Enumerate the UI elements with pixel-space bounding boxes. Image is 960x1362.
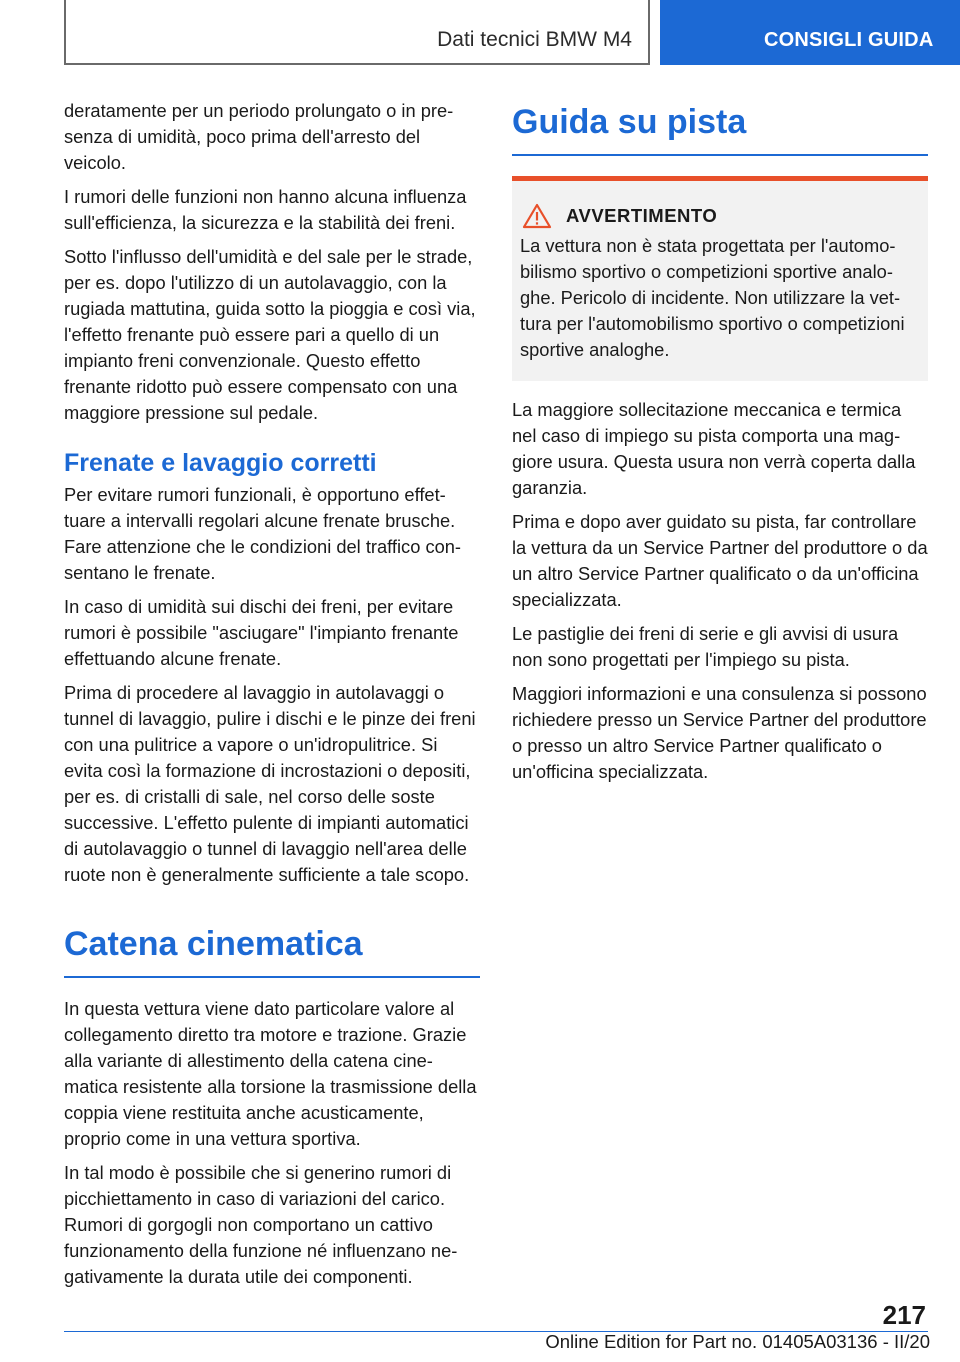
header-title: Dati tecnici BMW M4 — [437, 28, 632, 51]
paragraph: Le pastiglie dei freni di serie e gli avvisi di usura non sono progettati per l'impiego su pista. — [512, 623, 899, 670]
paragraph: In questa vettura viene dato particolare valore al collegamento diretto tra motore e trazione. Grazie alla variante di allestimento della catena cinematica resistente alla torsione la trasmissione della coppia viene restituita anche acusticamente, proprio come in una vettura sportiva. — [64, 998, 477, 1149]
section-heading-drivetrain: Catena cinematica — [64, 924, 480, 978]
paragraph: deratamente per un periodo prolungato o in presenza di umidità, poco prima dell'arresto del veicolo. — [64, 100, 454, 173]
warning-header — [520, 203, 916, 229]
paragraph: I rumori delle funzioni non hanno alcuna influenza sull'efficienza, la sicurezza e la stabilità dei freni. — [64, 186, 467, 233]
paragraph: Prima di procedere al lavaggio in autolavaggi o tunnel di lavaggio, pulire i dischi e le pinze dei freni con una pulitrice a vapore o un'idropulitrice. Si evita così la formazione di incrostazioni o depositi, per es. di cristalli di sale, nel corso delle soste successive. L'effetto pulente di impianti automatici di autolavaggio o tunnel di lavaggio nell'area delle ruote non è generalmente sufficiente a tale scopo. — [64, 682, 476, 885]
left-column — [64, 98, 480, 1298]
paragraph: Maggiori informazioni e una consulenza si possono richiedere presso un Service Partner del produttore o presso un altro Service Partner qualificato o un'officina specializzata. — [512, 683, 927, 782]
paragraph: Prima e dopo aver guidato su pista, far controllare la vettura da un Service Partner del produttore o da un altro Service Partner qualificato o da un'officina specializzata. — [512, 511, 928, 610]
sub-heading-braking: Frenate e lavaggio corretti — [64, 449, 377, 477]
header-section-label: CONSIGLI GUIDA — [764, 29, 934, 51]
page-number: 217 — [882, 1300, 926, 1330]
warning-box — [512, 176, 928, 381]
paragraph: Sotto l'influsso dell'umidità e del sale per le strade, per es. dopo l'utilizzo di un autolavaggio, con la rugiada mattutina, guida sotto la pioggia e così via, l'effetto frenante può essere pari a quello di un impianto freni convenzionale. Questo effetto frenante ridotto può essere compensato con una maggiore pressione sul pedale. — [64, 246, 476, 423]
paragraph: La maggiore sollecitazione meccanica e termica nel caso di impiego su pista comporta una maggiore usura. Questa usura non verrà coperta dalla garanzia. — [512, 399, 916, 498]
warning-text: La vettura non è stata progettata per l'automobilismo sportivo o competizioni sportive analoghe. Pericolo di incidente. Non utilizzare la vettura per l'automobilismo sportivo o competizioni sportive analoghe. — [520, 235, 905, 360]
section-heading-track: Guida su pista — [512, 102, 928, 156]
warning-title: AVVERTIMENTO — [566, 205, 718, 226]
footer-edition: Online Edition for Part no. 01405A03136 - II/20 — [545, 1331, 930, 1352]
warning-triangle-icon — [522, 203, 552, 229]
paragraph: Per evitare rumori funzionali, è opportuno effettuare a intervalli regolari alcune frenate brusche. Fare attenzione che le condizioni del traffico consentano le frenate. — [64, 484, 462, 583]
header-title-tab — [64, 0, 650, 65]
paragraph: In tal modo è possibile che si generino rumori di picchiettamento in caso di variazioni del carico. Rumori di gorgogli non comportano un cattivo funzionamento della funzione né influenzano negativamente la durata utile dei componenti. — [64, 1162, 458, 1287]
paragraph: In caso di umidità sui dischi dei freni, per evitare rumori è possibile "asciugare" l'impianto frenante effettuando alcune frenate. — [64, 596, 459, 669]
header-section-tab — [660, 0, 960, 65]
right-column — [512, 102, 928, 793]
